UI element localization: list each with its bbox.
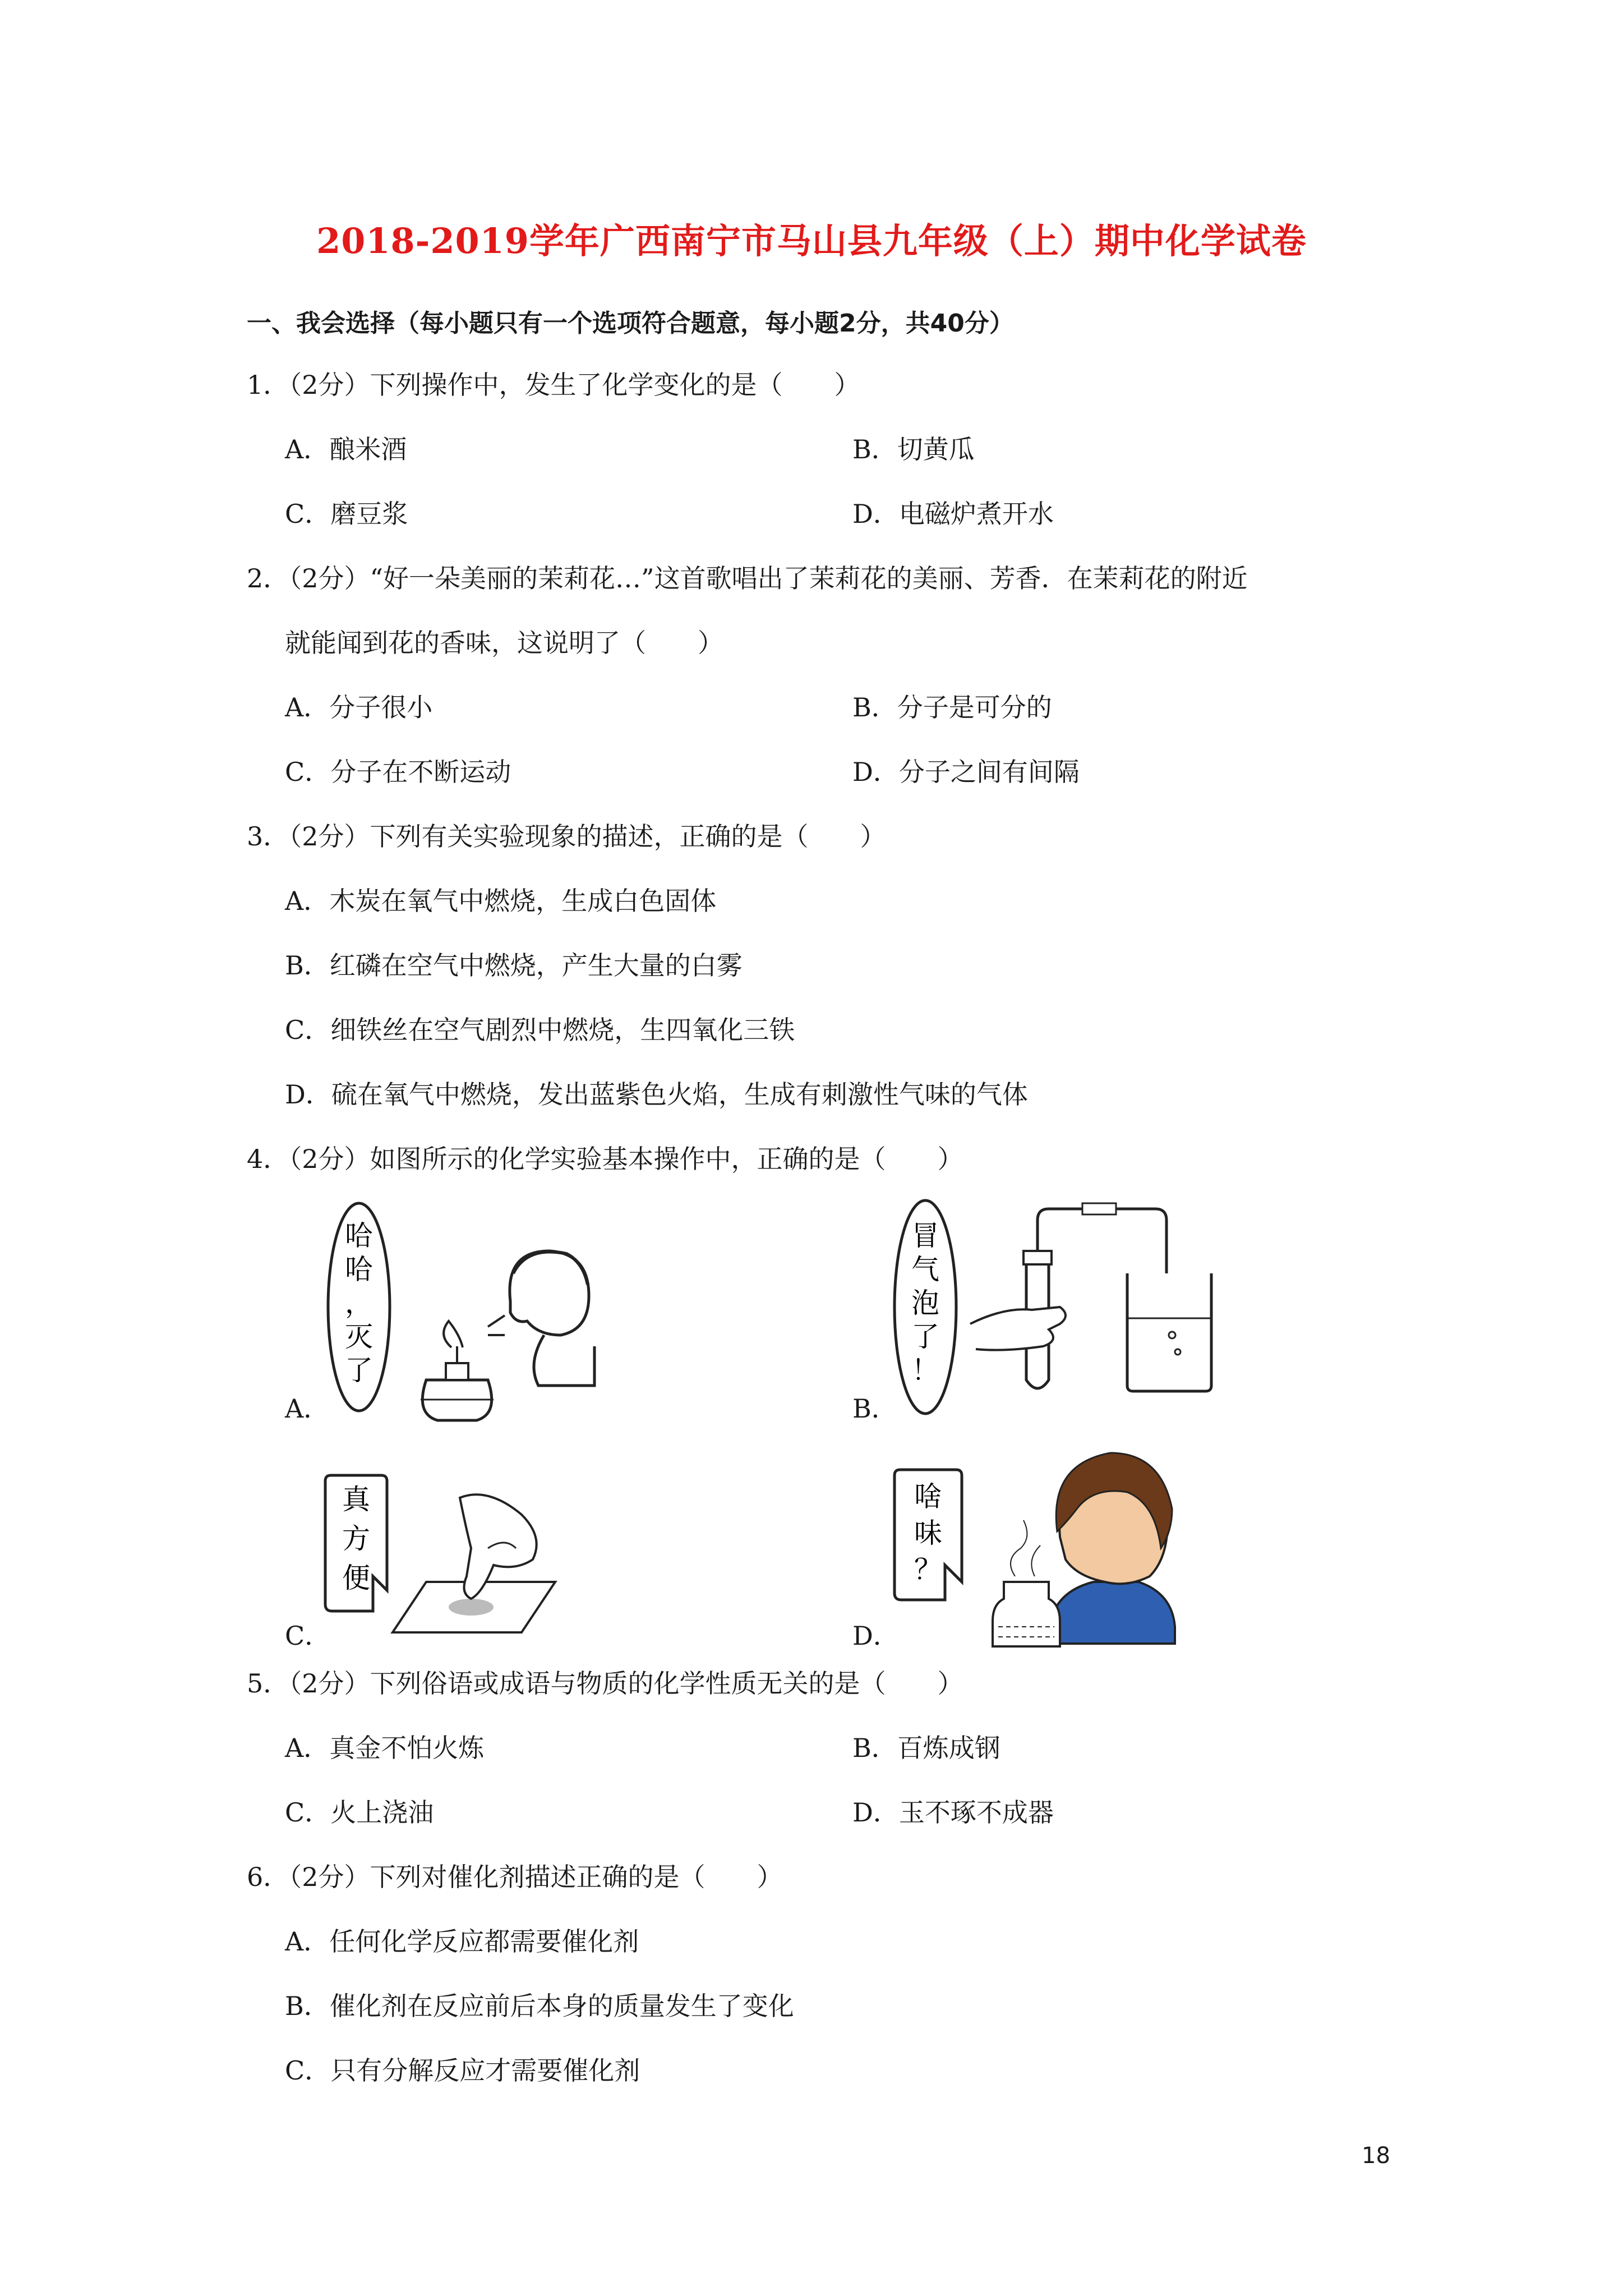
question-3-option-b: B．红磷在空气中燃烧，产生大量的白雾	[285, 950, 743, 981]
question-3-stem: 3．（2分）下列有关实验现象的描述，正确的是（ ）	[247, 821, 886, 852]
bubble-b-char-1: 冒	[911, 1220, 939, 1252]
bubble-d-char-2: 味	[914, 1517, 942, 1549]
question-2-option-b: B．分子是可分的	[852, 692, 1052, 723]
question-3-option-d: D．硫在氧气中燃烧，发出蓝紫色火焰，生成有刺激性气味的气体	[285, 1079, 1028, 1110]
question-5-option-a: A．真金不怕火炼	[285, 1733, 485, 1763]
bubble-b-char-3: 泡	[911, 1287, 939, 1319]
question-4-option-c: C．	[285, 1621, 331, 1651]
bubble-d-char-1: 啥	[914, 1480, 942, 1513]
question-5-option-c: C．火上浇油	[285, 1797, 434, 1828]
bubble-a-char-1: 哈	[345, 1220, 373, 1252]
figure-b-airtightness-check	[892, 1195, 1273, 1425]
question-1-option-c: C．磨豆浆	[285, 499, 408, 529]
question-5-option-b: B．百炼成钢	[852, 1733, 1000, 1763]
bubble-d-char-3: ？	[914, 1553, 942, 1586]
exam-title: 2018-2019学年广西南宁市马山县九年级（上）期中化学试卷	[316, 220, 1307, 261]
section-heading: 一、我会选择（每小题只有一个选项符合题意，每小题2分，共40分）	[247, 309, 1014, 338]
bubble-a-char-5: 了	[345, 1354, 373, 1387]
figure-c-touching-chemical	[320, 1464, 578, 1649]
question-4-stem: 4．（2分）如图所示的化学实验基本操作中，正确的是（ ）	[247, 1144, 963, 1174]
question-4-option-a: A．	[285, 1393, 330, 1424]
question-6-stem: 6．（2分）下列对催化剂描述正确的是（ ）	[247, 1862, 783, 1892]
question-4-option-b: B．	[852, 1393, 897, 1424]
question-5-stem: 5．（2分）下列俗语或成语与物质的化学性质无关的是（ ）	[247, 1668, 963, 1699]
question-4-option-d: D．	[852, 1621, 899, 1651]
question-6-option-a: A．任何化学反应都需要催化剂	[285, 1926, 639, 1957]
bubble-a-char-4: 灭	[345, 1320, 373, 1353]
question-1-option-a: A．酿米酒	[285, 434, 407, 464]
bubble-b-char-4: 了	[911, 1320, 939, 1353]
question-2-stem: 2．（2分）“好一朵美丽的茉莉花…”这首歌唱出了茉莉花的美丽、芳香．在茉莉花的附近	[247, 563, 1248, 593]
question-1-option-b: B．切黄瓜	[852, 434, 975, 464]
figure-d-smelling-gas	[892, 1436, 1178, 1649]
bubble-b-char-2: 气	[911, 1253, 939, 1286]
question-1-stem: 1．（2分）下列操作中，发生了化学变化的是（ ）	[247, 370, 860, 400]
question-6-option-b: B．催化剂在反应前后本身的质量发生了变化	[285, 1991, 794, 2021]
question-3-option-c: C．细铁丝在空气剧烈中燃烧，生四氧化三铁	[285, 1015, 795, 1045]
question-2-option-a: A．分子很小	[285, 692, 433, 723]
bubble-c-char-2: 方	[342, 1522, 370, 1555]
bubble-c-char-1: 真	[342, 1483, 370, 1516]
question-2-stem-continued: 就能闻到花的香味，这说明了（ ）	[285, 628, 723, 658]
question-2-option-d: D．分子之间有间隔	[852, 757, 1080, 787]
question-6-option-c: C．只有分解反应才需要催化剂	[285, 2055, 640, 2086]
bubble-a-char-2: 哈	[345, 1253, 373, 1286]
bubble-c-char-3: 便	[342, 1562, 370, 1594]
figure-a-blowing-lamp	[325, 1200, 606, 1425]
bubble-a-char-3: ，	[345, 1287, 373, 1319]
question-2-option-c: C．分子在不断运动	[285, 757, 511, 787]
question-1-option-d: D．电磁炉煮开水	[852, 499, 1054, 529]
question-5-option-d: D．玉不琢不成器	[852, 1797, 1054, 1828]
person-shirt	[1049, 1582, 1175, 1644]
question-3-option-a: A．木炭在氧气中燃烧，生成白色固体	[285, 886, 717, 916]
page-number: 18	[1362, 2143, 1390, 2169]
bubble-b-char-5: ！	[911, 1354, 939, 1387]
